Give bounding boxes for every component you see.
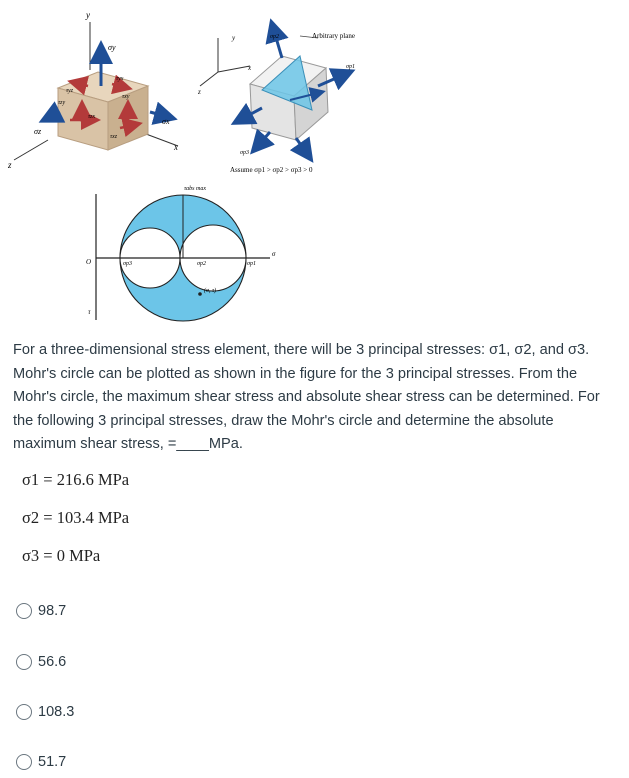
answer-option-4[interactable] xyxy=(16,750,66,774)
mohr-point xyxy=(198,292,202,296)
tau-yx-label: τyx xyxy=(116,76,124,82)
mohr-sigma-p1-label: σp1 xyxy=(247,261,256,267)
tau-xz-label: τxz xyxy=(110,134,118,140)
principal-sigma-p3-label: σp3 xyxy=(240,150,249,156)
axis-x-label: x xyxy=(174,142,178,152)
principal-axis-z-label: z xyxy=(198,88,201,96)
answer-option-label: 51.7 xyxy=(38,754,67,770)
tau-yz-label: τyz xyxy=(66,88,74,94)
radio-button[interactable] xyxy=(16,603,32,619)
axis-y-label: y xyxy=(86,10,90,20)
radio-button[interactable] xyxy=(16,654,32,670)
arbitrary-plane-label: Arbitrary plane xyxy=(312,32,355,40)
principal-sigma-p2-label: σp2 xyxy=(270,34,279,40)
answer-option-2[interactable] xyxy=(16,650,66,674)
tau-xy-label: τxy xyxy=(122,94,130,100)
stress-sigma-1: σ1 = 216.6 MPa xyxy=(22,470,130,489)
tau-zx-label: τzx xyxy=(88,114,96,120)
answer-option-3[interactable] xyxy=(16,700,74,724)
sigma-y-label: σy xyxy=(108,43,116,52)
radio-button[interactable] xyxy=(16,754,32,770)
origin-label: O xyxy=(86,258,92,266)
sigma-axis-label: σ xyxy=(272,250,276,258)
mohr-sigma-p2-label: σp2 xyxy=(197,261,206,267)
principal-axis-y-label: y xyxy=(232,34,236,42)
tau-abs-max-label: τabs max xyxy=(184,186,206,192)
axis-z-label: z xyxy=(8,160,12,170)
sigma-x-label: σx xyxy=(162,117,170,126)
sigma-z-label: σz xyxy=(34,127,42,136)
answer-option-1[interactable] xyxy=(16,599,66,623)
tau-axis-label: τ xyxy=(88,308,91,316)
principal-sigma-p1-label: σp1 xyxy=(346,64,355,70)
assumption-label: Assume σp1 > σp2 > σp3 > 0 xyxy=(230,166,313,174)
answer-option-label: 56.6 xyxy=(38,654,67,670)
principal-stress-element xyxy=(197,24,355,174)
mohr-sigma-p3-label: σp3 xyxy=(123,261,132,267)
answer-option-label: 98.7 xyxy=(38,603,67,619)
principal-axis-x-label: x xyxy=(248,64,252,72)
mohr-circle-diagram xyxy=(86,186,276,321)
mohr-point-label: (σ, τ) xyxy=(204,288,217,294)
stress-sigma-2: σ2 = 103.4 MPa xyxy=(22,508,130,527)
stress-figure xyxy=(0,0,629,330)
stress-element-cube xyxy=(7,10,178,170)
stress-sigma-3: σ3 = 0 MPa xyxy=(22,546,101,565)
answer-option-label: 108.3 xyxy=(38,704,75,720)
question-text: For a three-dimensional stress element, there will be 3 principal stresses: σ1, σ2, and σ3. Mohr's circle can be plotted as shown in the figure for the 3 principal stresses. From the Mohr's circle, the maximum shear stress and absolute shear stress can be determined. For the following 3 principal stresses, draw the Mohr's circle and determine the absolute maximum shear stress, =____MPa. xyxy=(13,342,600,452)
radio-button[interactable] xyxy=(16,704,32,720)
tau-zy-label: τzy xyxy=(58,100,66,106)
